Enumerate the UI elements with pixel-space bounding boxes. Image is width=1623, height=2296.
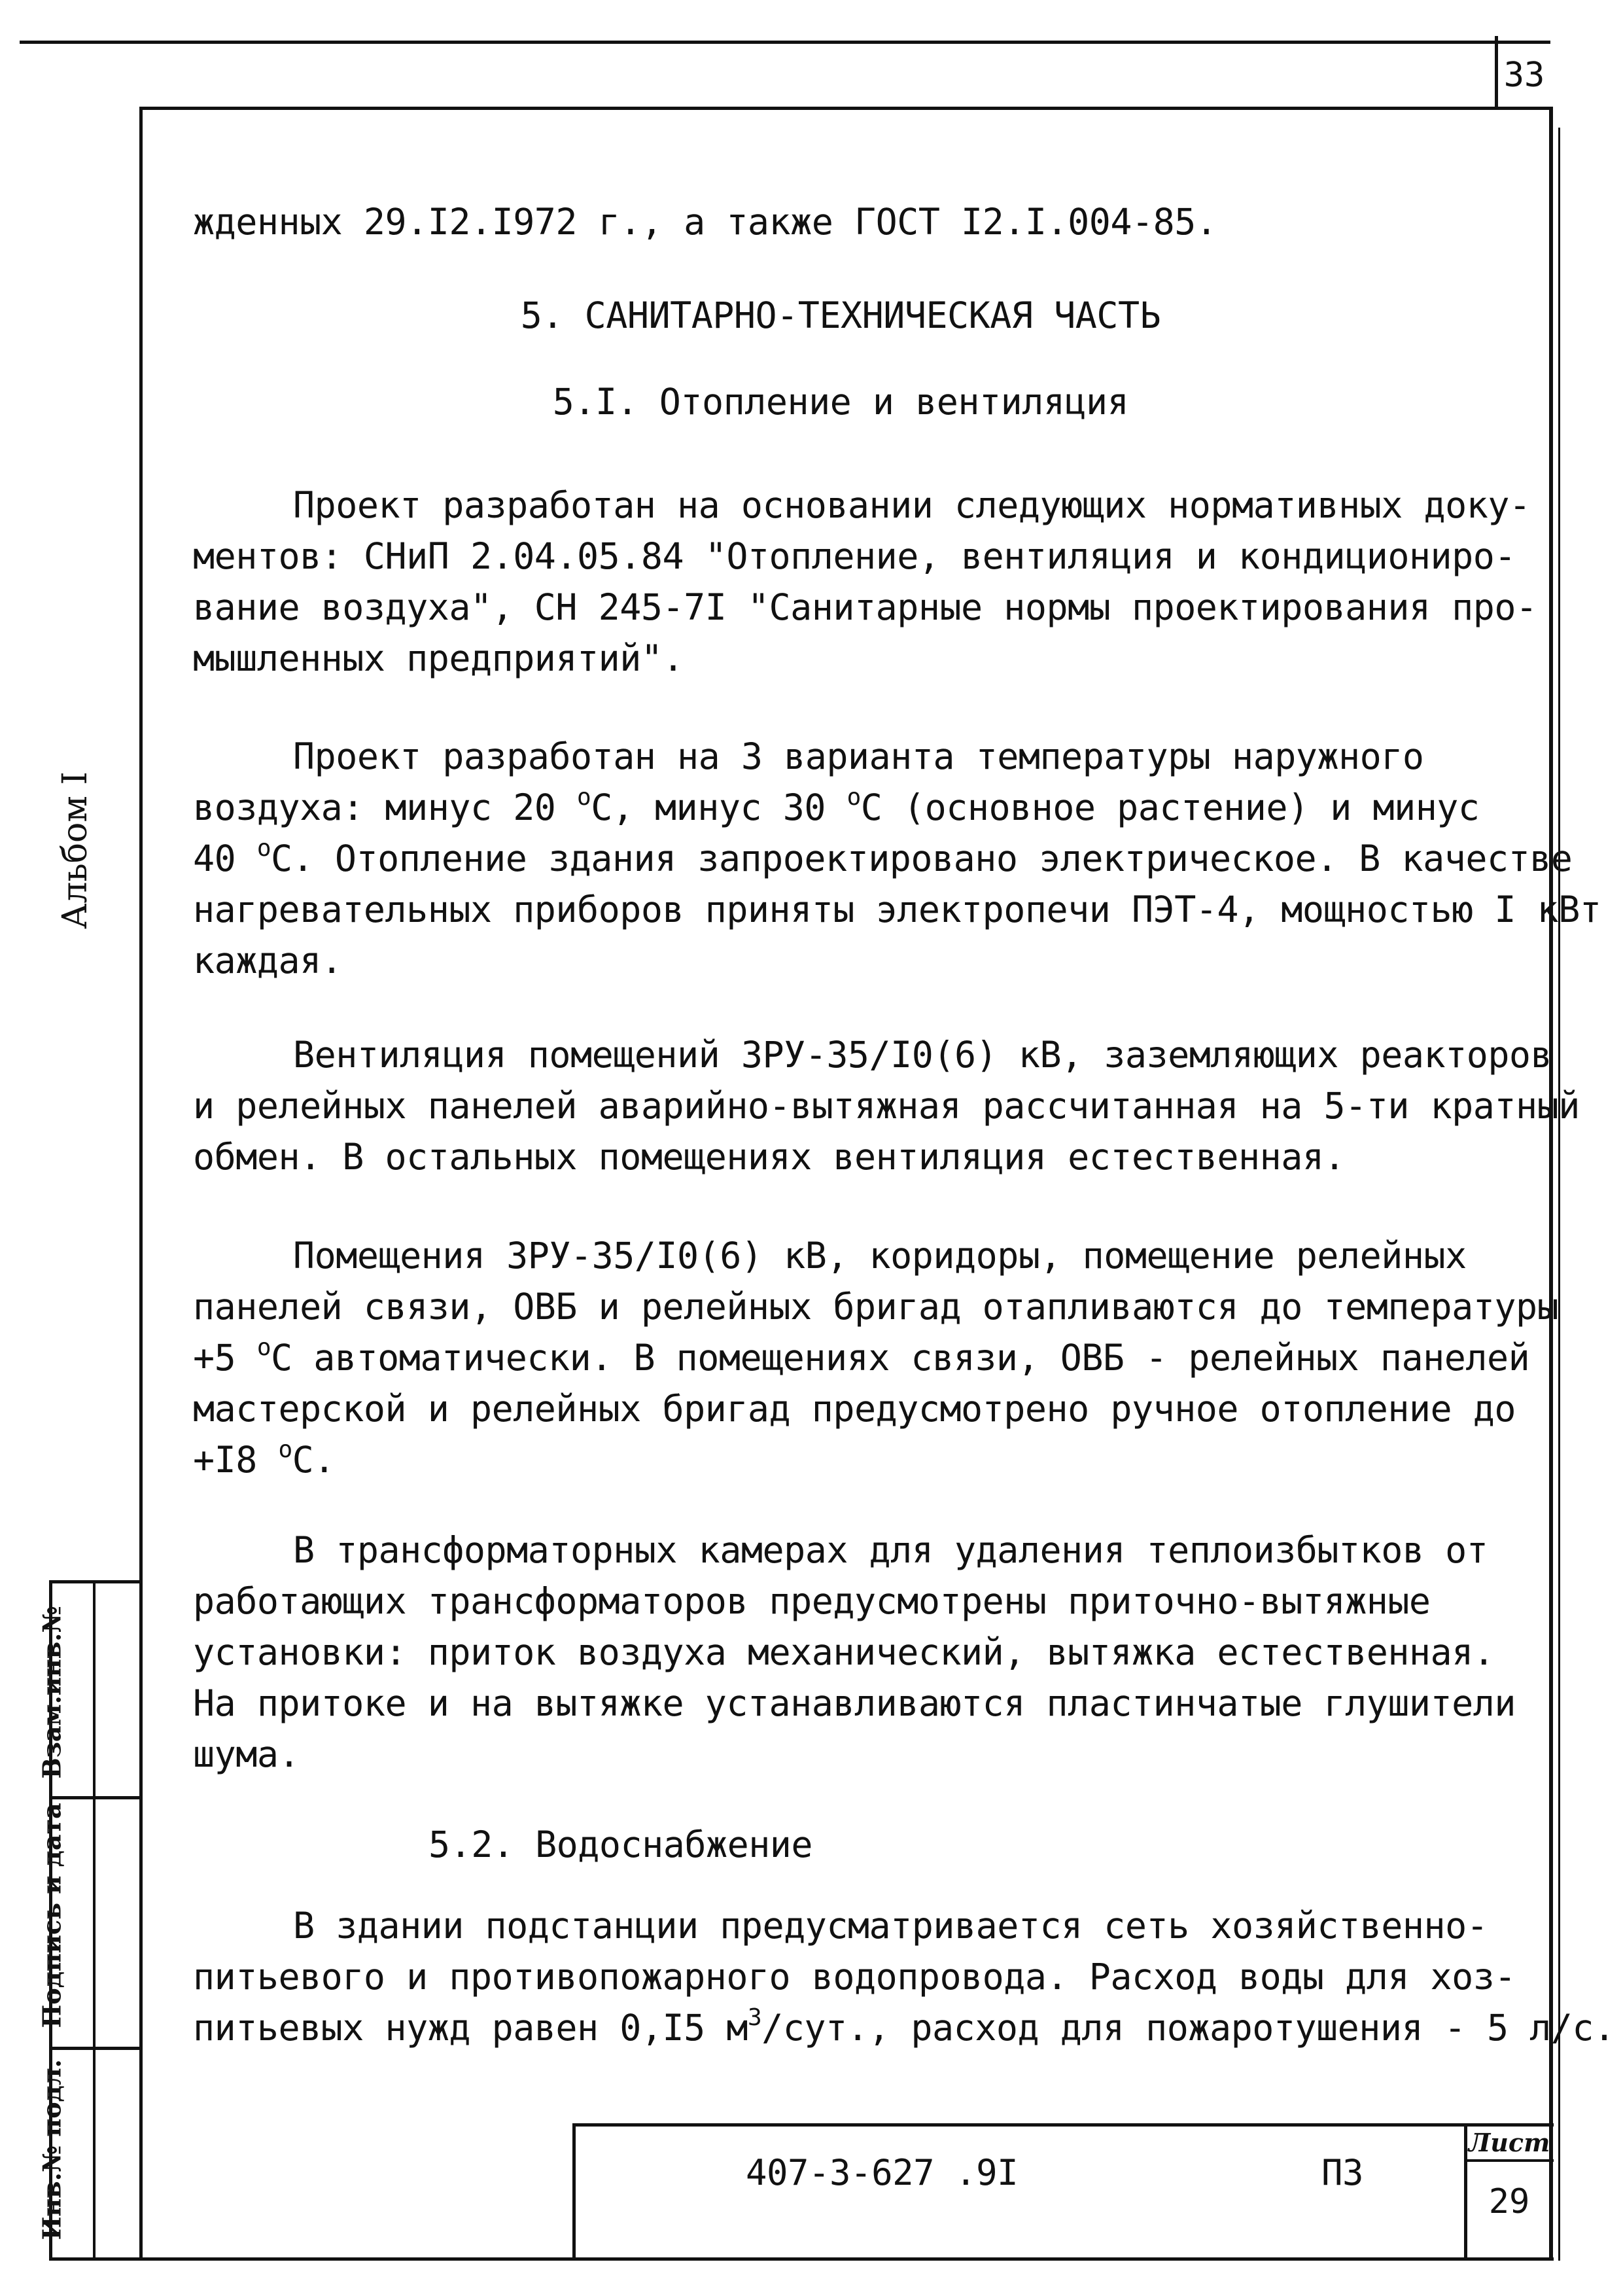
doc-type: ПЗ xyxy=(1321,2152,1364,2193)
sidebar-top xyxy=(49,1580,143,1583)
p2-line-2 xyxy=(193,782,1480,833)
p2-text: С, минус 30 xyxy=(591,786,847,828)
p2-text: С. Отопление здания запроектировано электрическое. В качестве xyxy=(271,838,1573,879)
p4-line-5 xyxy=(193,1434,335,1485)
p4-text: С автоматически. В помещениях связи, ОВБ - релейных панелей xyxy=(271,1337,1530,1379)
p3-line-1: Вентиляция помещений ЗРУ-35/I0(6) кВ, заземляющих реакторов xyxy=(293,1034,1552,1076)
podpis-data-label: Подпись и дата xyxy=(37,1803,67,2028)
p6-line-3 xyxy=(193,2002,1615,2053)
p2-line-5: каждая. xyxy=(193,940,343,981)
sidebar-div-1 xyxy=(49,1796,143,1799)
p4-text: +5 xyxy=(193,1337,257,1379)
p6-text: питьевых нужд равен 0,I5 м xyxy=(193,2007,748,2049)
degree-sign: о xyxy=(577,783,591,811)
p2-text: воздуха: минус 20 xyxy=(193,786,578,828)
sidebar-inner xyxy=(93,1580,96,2261)
subsection-title-5-1: 5.I. Отопление и вентиляция xyxy=(552,381,1129,423)
top-rule xyxy=(20,41,1550,44)
p4-text: +I8 xyxy=(193,1439,279,1481)
p6-line-2: питьевого и противопожарного водопровода. Расход воды для хоз- xyxy=(193,1956,1516,1998)
p5-line-4: На притоке и на вытяжке устанавливаются пластинчатые глушители xyxy=(193,1682,1516,1724)
p1-line-3: вание воздуха", СН 245-7I "Санитарные нормы проектирования про- xyxy=(193,586,1537,628)
stamp-left xyxy=(572,2123,576,2261)
stamp-sheet-div xyxy=(1464,2159,1554,2162)
frame-top xyxy=(139,107,1552,110)
degree-sign: о xyxy=(256,1333,271,1361)
section-title: 5. САНИТАРНО-ТЕХНИЧЕСКАЯ ЧАСТЬ xyxy=(520,294,1161,336)
subsection-title-5-2: 5.2. Водоснабжение xyxy=(428,1824,813,1865)
sidebar-div-2 xyxy=(49,2047,143,2050)
p5-line-3: установки: приток воздуха механический, вытяжка естественная. xyxy=(193,1631,1495,1673)
p2-line-4: нагревательных приборов приняты электропечи ПЭТ-4, мощностью I кВт xyxy=(193,889,1601,930)
degree-sign: о xyxy=(278,1436,292,1463)
p2-text: С (основное растение) и минус xyxy=(860,786,1480,828)
p2-text: 40 xyxy=(193,838,257,879)
p2-line-1: Проект разработан на 3 варианта температуры наружного xyxy=(293,735,1424,777)
vzam-inv-label: Взам.инв.№ xyxy=(37,1606,67,1779)
frame-bottom xyxy=(49,2257,1554,2261)
p6-line-1: В здании подстанции предусматривается сеть хозяйственно- xyxy=(293,1905,1488,1947)
p4-text: С. xyxy=(292,1439,335,1481)
album-label: Альбом I xyxy=(56,771,95,929)
p6-text: /сут., расход для пожаротушения - 5 л/с. xyxy=(761,2007,1615,2049)
continuation-line: жденных 29.I2.I972 г., а также ГОСТ I2.I.004-85. xyxy=(193,201,1217,243)
p1-line-2: ментов: СНиП 2.04.05.84 "Отопление, вентиляция и кондициониро- xyxy=(193,535,1516,577)
frame-right-outer xyxy=(1558,128,1560,2261)
inv-podl-label: Инв.№ подл. xyxy=(37,2059,67,2240)
p4-line-4: мастерской и релейных бригад предусмотрено ручное отопление до xyxy=(193,1388,1516,1430)
p1-line-1: Проект разработан на основании следующих нормативных доку- xyxy=(293,484,1531,526)
p5-line-2: работающих трансформаторов предусмотрены приточно-вытяжные xyxy=(193,1580,1431,1622)
sheet-number: 29 xyxy=(1488,2182,1530,2221)
p5-line-5: шума. xyxy=(193,1733,300,1775)
p3-line-3: обмен. В остальных помещениях вентиляция естественная. xyxy=(193,1136,1346,1178)
page-number: 33 xyxy=(1503,56,1545,95)
degree-sign: о xyxy=(846,783,861,811)
doc-code: 407-3-627 .9I xyxy=(746,2152,1019,2193)
frame-right xyxy=(1549,107,1553,2259)
p3-line-2: и релейных панелей аварийно-вытяжная рассчитанная на 5-ти кратный xyxy=(193,1085,1580,1127)
p4-line-1: Помещения ЗРУ-35/I0(6) кВ, коридоры, помещение релейных xyxy=(293,1235,1467,1277)
frame-left xyxy=(139,107,143,2259)
p4-line-3 xyxy=(193,1332,1529,1383)
stamp-top xyxy=(572,2123,1554,2127)
p2-line-3 xyxy=(193,833,1572,884)
p1-line-4: мышленных предприятий". xyxy=(193,637,684,679)
p5-line-1: В трансформаторных камерах для удаления теплоизбытков от xyxy=(293,1529,1488,1571)
sheet-label: Лист xyxy=(1468,2128,1550,2157)
superscript: 3 xyxy=(747,2004,762,2031)
p4-line-2: панелей связи, ОВБ и релейных бригад отапливаются до температуры xyxy=(193,1286,1559,1328)
degree-sign: о xyxy=(256,834,271,862)
